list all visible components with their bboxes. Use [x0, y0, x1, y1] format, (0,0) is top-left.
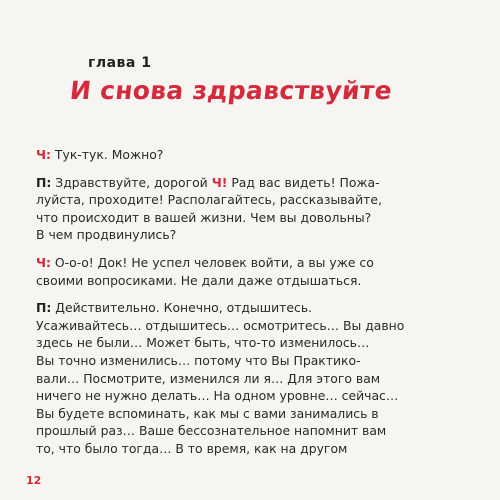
paragraph-line: Усаживайтесь… отдышитесь… осмотритесь… Вы давно — [36, 317, 405, 333]
speaker-ch-label: Ч: — [36, 147, 51, 162]
chapter-label: глава 1 — [88, 55, 152, 71]
page-number: 12 — [26, 474, 42, 487]
paragraph-line: вали… Посмотрите, изменился ли я… Для этого вам — [36, 370, 381, 386]
inline-ch-mention: Ч! — [211, 174, 228, 190]
paragraph-line: Вы точно изменились… потому что Вы Практико- — [36, 352, 361, 368]
paragraph-line: ничего не нужно делать… На одном уровне… сейчас… — [36, 388, 399, 404]
paragraph-4 — [36, 299, 405, 457]
speaker-ch-label: Ч: — [36, 254, 51, 270]
paragraph-text: Действительно. Конечно, отдышитесь. — [55, 300, 313, 316]
paragraph-line — [36, 254, 374, 272]
paragraph-text: Здравствуйте, дорогой — [55, 174, 208, 190]
paragraph-line: своими вопросиками. Не дали даже отдышаться. — [36, 272, 362, 288]
paragraph-line — [36, 146, 366, 164]
paragraph-2 — [36, 174, 382, 244]
paragraph-text: Рад вас видеть! Пожа- — [231, 174, 380, 190]
paragraph-text: Тук-тук. Можно? — [54, 147, 164, 162]
paragraph-line: луйста, проходите! Располагайтесь, рассказывайте, — [36, 192, 382, 208]
chapter-title: И снова здравствуйте — [68, 76, 394, 105]
paragraph-1 — [36, 146, 366, 164]
paragraph-3 — [36, 254, 374, 289]
paragraph-text: О-о-о! Док! Не успел человек войти, а вы уже со — [54, 254, 374, 270]
speaker-p-label: П: — [36, 174, 52, 190]
paragraph-line — [36, 299, 366, 317]
paragraph-line: здесь не были… Может быть, что-то изменилось… — [36, 335, 370, 351]
paragraph-line: то, что было тогда… В то время, как на другом — [36, 440, 348, 456]
paragraph-line: прошлый раз… Ваше бессознательное напомнит вам — [36, 423, 387, 439]
paragraph-line: В чем продвинулись? — [36, 227, 177, 243]
paragraph-line: что происходит в вашей жизни. Чем вы довольны? — [36, 209, 372, 225]
paragraph-line: Вы будете вспоминать, как мы с вами занимались в — [36, 405, 379, 421]
dialogue-body — [36, 146, 405, 458]
speaker-p-label: П: — [36, 300, 52, 316]
paragraph-line — [36, 174, 380, 192]
